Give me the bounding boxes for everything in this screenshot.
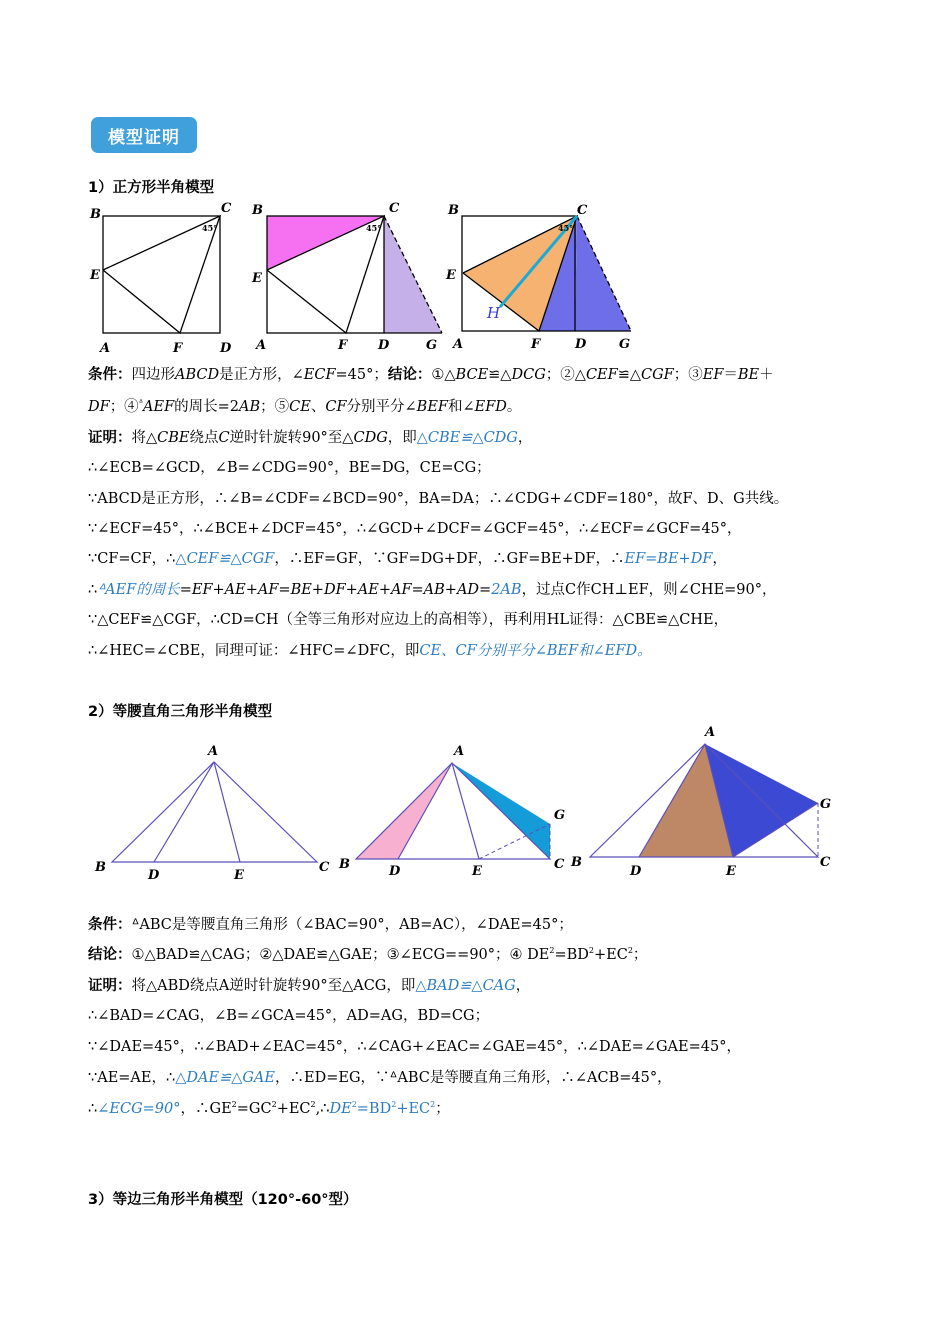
- label-C: C: [389, 201, 400, 216]
- square-figure-1: [88, 200, 248, 360]
- label-G: G: [426, 338, 438, 353]
- label-E: E: [252, 271, 262, 286]
- section1-proof-1: 证明：将△CBE绕点C逆时针旋转90°至△CDG，即△CBE≌△CDG，: [88, 429, 533, 446]
- label-A: A: [256, 338, 267, 353]
- label-E: E: [90, 268, 100, 283]
- section1-proof-2: ∴∠ECB=∠GCD，∠B=∠CDG=90°，BE=DG，CE=CG；: [88, 460, 491, 476]
- isosceles-figure-2: [336, 740, 576, 890]
- section2-proof-4: ∵AE=AE，∴△DAE≌△GAE，∴ED=EG，∵ᐞABC是等腰直角三角形，∴∠ACB=45°，: [88, 1070, 672, 1086]
- label-A: A: [705, 725, 716, 740]
- section2-proof-5: ∴∠ECG=90°，$\therefore GE^2=GC^2+EC^2,\therefore DE^2=BD^2+EC^2$；: [88, 1100, 450, 1117]
- section2-proof-3: ∵∠DAE=45°，∴∠BAD+∠EAC=45°，∴∠CAG+∠EAC=∠GAE=45°，∴∠DAE=∠GAE=45°，: [88, 1039, 741, 1055]
- square-figure-3: [445, 200, 645, 360]
- label-45: 45°: [558, 223, 574, 233]
- section2-proof-1: 证明：将△ABD绕点A逆时针旋转90°至△ACG，即△BAD≌△CAG，: [88, 977, 531, 994]
- label-D: D: [378, 338, 390, 353]
- section2-conclusion: 结论：①△BAD≌△CAG；②△DAE≌△GAE；③∠ECG==90°；④ $DE^2=BD^2+EC^2$；: [88, 946, 648, 963]
- label-E: E: [446, 268, 456, 283]
- label-45: 45°: [202, 223, 218, 233]
- label-B: B: [252, 203, 263, 218]
- label-D: D: [630, 864, 642, 879]
- section1-proof-8: ∴∠HEC=∠CBE，同理可证：∠HFC=∠DFC，即CE、CF分别平分∠BEF和∠EFD。: [88, 643, 652, 659]
- label-D: D: [148, 868, 160, 883]
- label-C: C: [319, 860, 330, 875]
- label-E: E: [726, 864, 736, 879]
- section2-title: 2）等腰直角三角形半角模型: [88, 704, 273, 720]
- isosceles-figure-1: [93, 740, 343, 890]
- label-A: A: [100, 341, 111, 356]
- section1-title: 1）正方形半角模型: [88, 180, 215, 196]
- label-C: C: [221, 201, 232, 216]
- label-B: B: [95, 860, 106, 875]
- label-A: A: [208, 744, 219, 759]
- label-E: E: [472, 864, 482, 879]
- section3-title: 3）等边三角形半角模型（120°-60°型）: [88, 1192, 358, 1208]
- section1-proof-5: ∵CF=CF，∴△CEF≌△CGF，∴EF=GF，∵GF=DG+DF，∴GF=BE+DF，∴EF=BE+DF，: [88, 551, 727, 567]
- section1-proof-7: ∵△CEF≌△CGF，∴CD=CH（全等三角形对应边上的高相等），再利用HL证得：△CBE≌△CHE，: [88, 612, 729, 628]
- label-D: D: [220, 341, 232, 356]
- label-C: C: [820, 855, 831, 870]
- label-G: G: [554, 808, 566, 823]
- label-B: B: [90, 207, 101, 222]
- label-C: C: [554, 857, 565, 872]
- isosceles-figure-3: [568, 722, 838, 882]
- label-C: C: [577, 203, 588, 218]
- section2-condition: 条件：ᐞABC是等腰直角三角形（∠BAC=90°，AB=AC），∠DAE=45°；: [88, 916, 573, 933]
- label-H: H: [487, 304, 501, 322]
- label-G: G: [619, 337, 631, 352]
- label-B: B: [339, 857, 350, 872]
- label-F: F: [531, 337, 541, 352]
- label-A: A: [454, 744, 465, 759]
- section1-proof-3: ∵ABCD是正方形，∴∠B=∠CDF=∠BCD=90°，BA=DA；∴∠CDG+∠CDF=180°，故F、D、G共线。: [88, 491, 789, 507]
- label-E: E: [234, 868, 244, 883]
- label-45: 45°: [366, 223, 382, 233]
- label-D: D: [575, 337, 587, 352]
- label-A: A: [453, 337, 464, 352]
- section-badge: 模型证明: [91, 117, 197, 153]
- label-F: F: [173, 341, 183, 356]
- label-G: G: [820, 797, 832, 812]
- section2-proof-2: ∴∠BAD=∠CAG，∠B=∠GCA=45°，AD=AG，BD=CG；: [88, 1008, 490, 1024]
- section1-condition: 条件：四边形ABCD是正方形，∠ECF=45°；结论：①△BCE≌△DCG；②△CEF≌△CGF；③EF＝BE＋: [88, 366, 774, 383]
- section1-conclusion: DF；④$^ᐞ$AEF的周长=2AB；⑤CE、CF分别平分∠BEF和∠EFD。: [88, 398, 522, 415]
- label-B: B: [571, 855, 582, 870]
- square-figure-2: [250, 200, 450, 360]
- section1-proof-6: ∴ᐞAEF的周长=EF+AE+AF=BE+DF+AE+AF=AB+AD=2AB，过点C作CH⊥EF，则∠CHE=90°，: [88, 582, 777, 598]
- label-D: D: [389, 864, 401, 879]
- label-F: F: [338, 338, 348, 353]
- label-B: B: [448, 203, 459, 218]
- section1-proof-4: ∵∠ECF=45°，∴∠BCE+∠DCF=45°，∴∠GCD+∠DCF=∠GCF=45°，∴∠ECF=∠GCF=45°，: [88, 521, 742, 537]
